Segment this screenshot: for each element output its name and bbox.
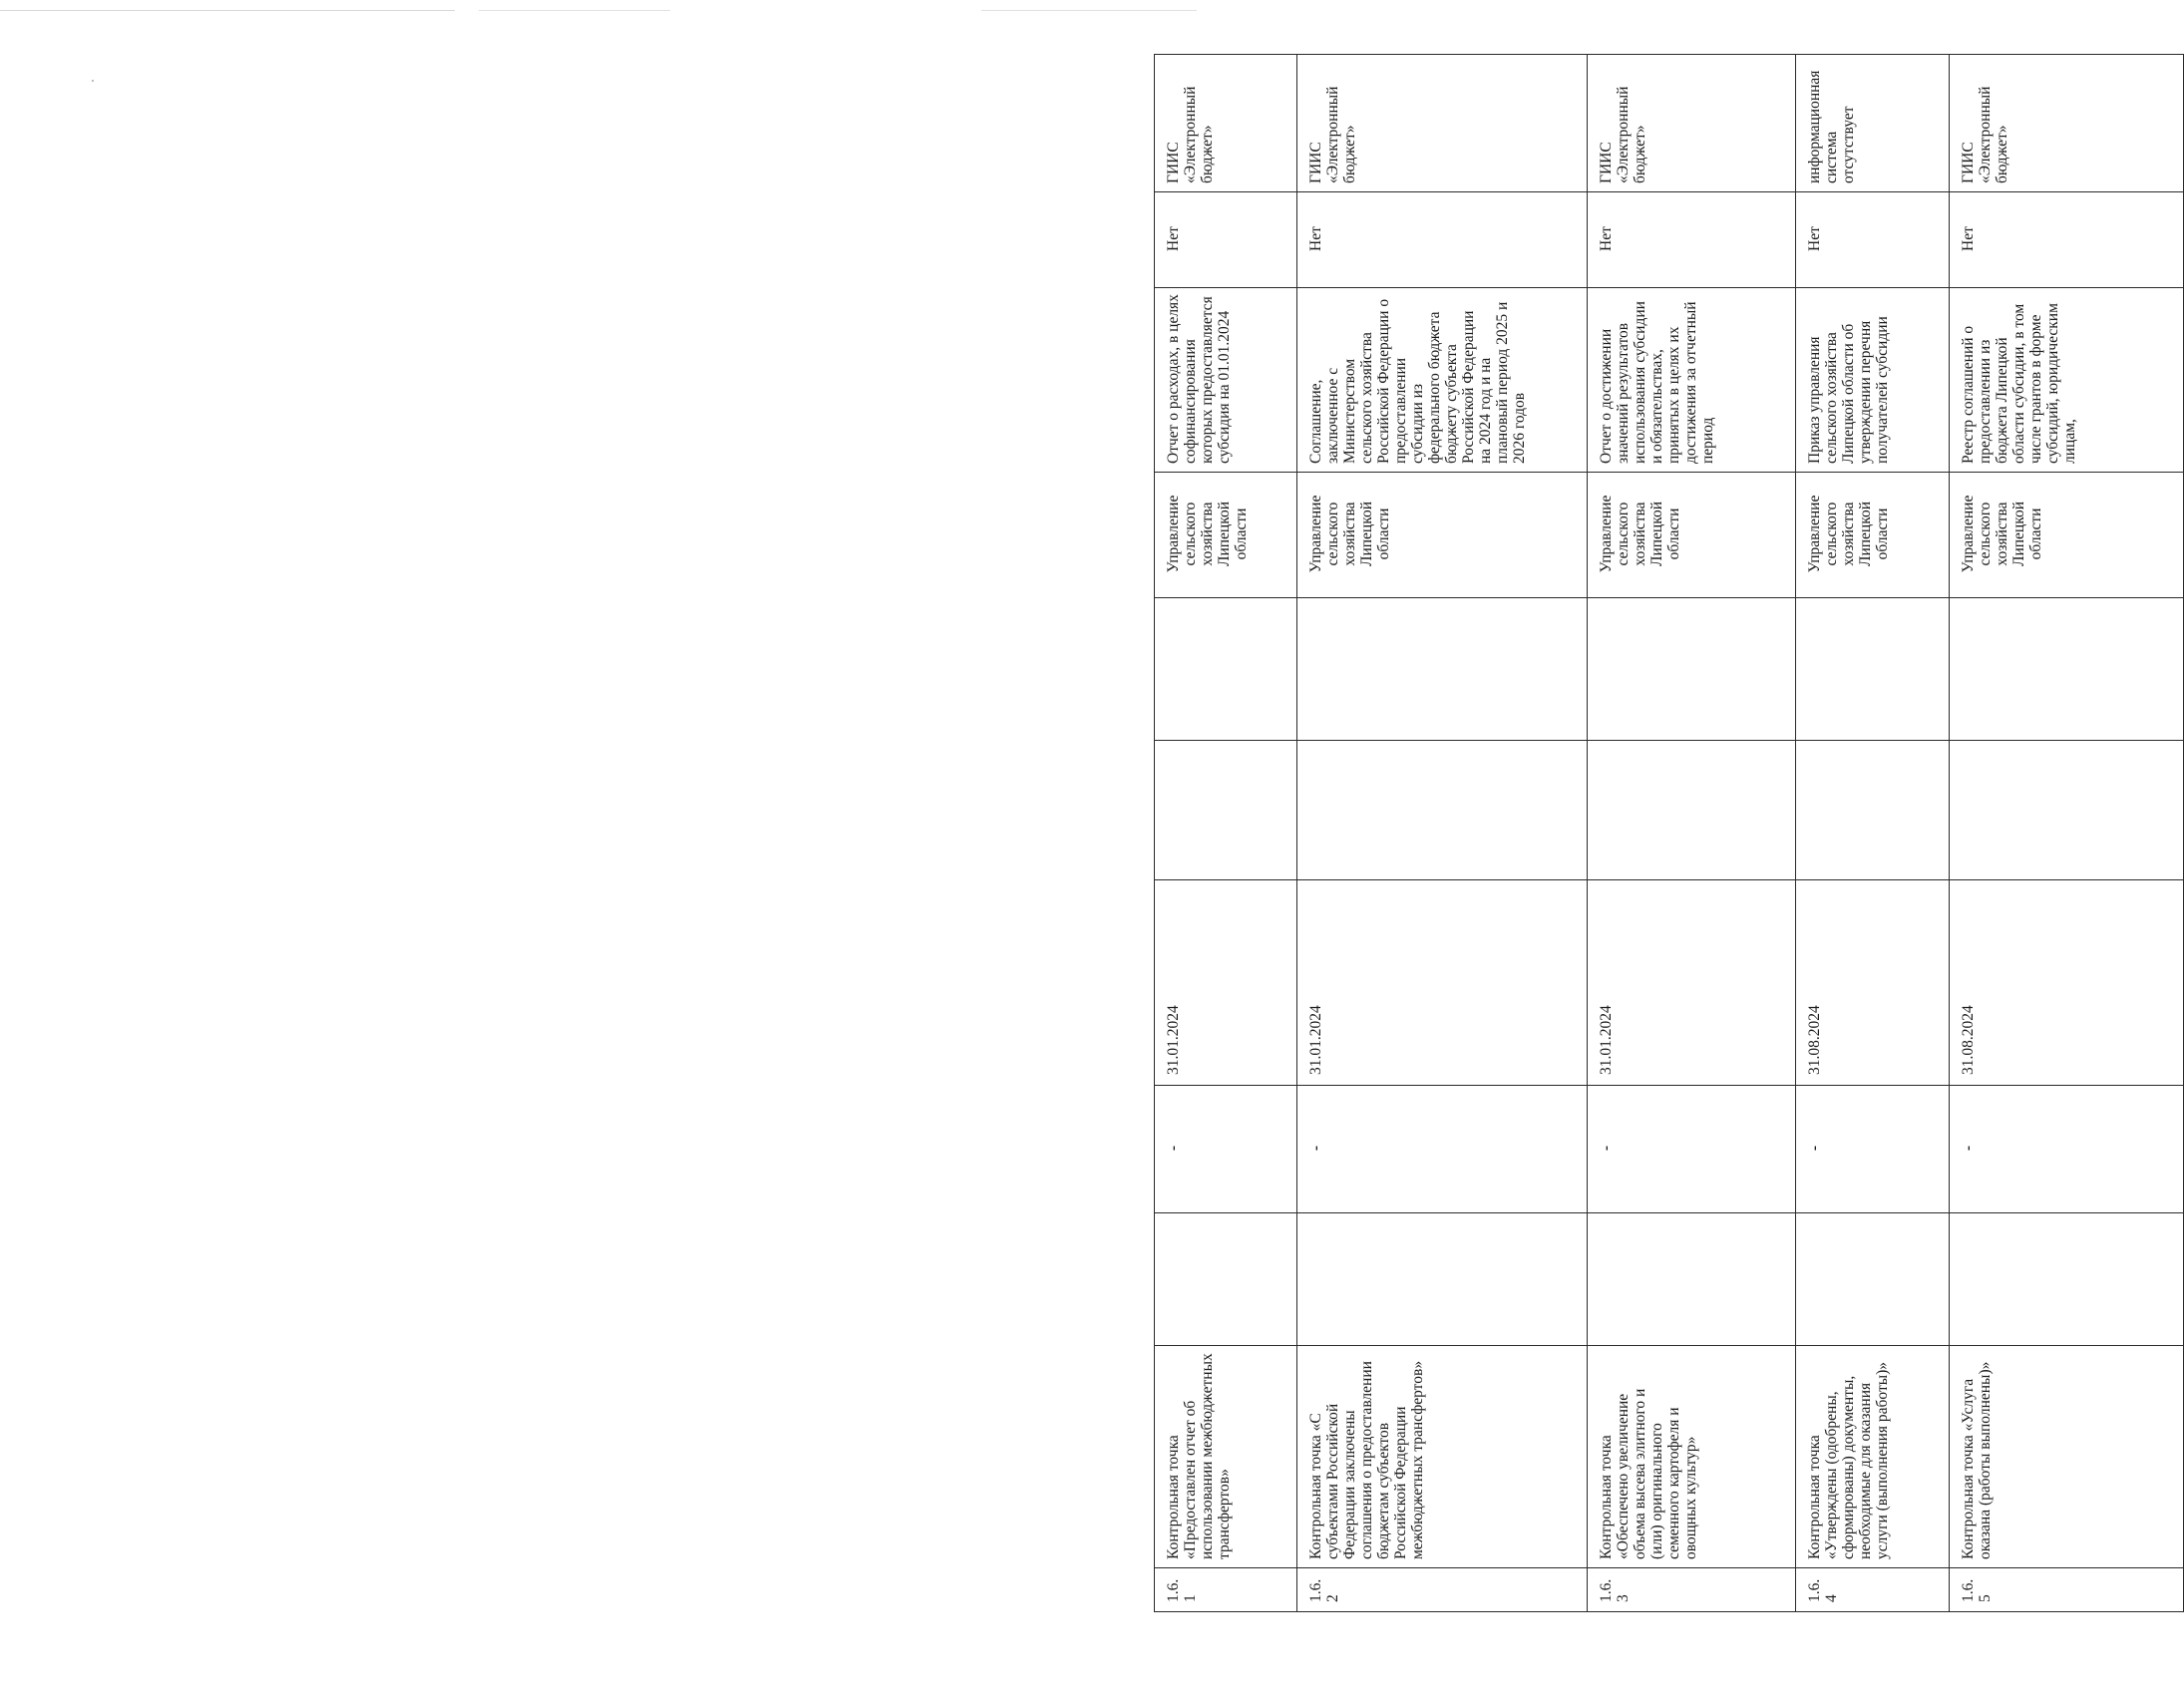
table-row [1588,55,1796,1612]
flag-value: Нет [1588,192,1796,288]
confirming-document: Отчет о достижении значений результатов использования субсидии и обязательствах, принятых в целях их достижения за отчетный период [1588,288,1796,473]
flag-value: Нет [1796,192,1950,288]
empty-cell [1155,1213,1297,1346]
empty-cell [1155,598,1297,741]
empty-cell [1588,741,1796,880]
row-number: 1.6.2 [1297,1568,1588,1612]
rotated-table-wrapper [1154,55,2183,1612]
table-row [1297,55,1588,1612]
information-system: информационная система отсутствует [1796,55,1950,192]
control-point-title: Контрольная точка «Услуга оказана (работы выполнены)» [1950,1346,2184,1568]
dash-cell: - [1155,1086,1297,1213]
table-row [1155,55,1297,1612]
scan-speck [92,80,94,82]
flag-value: Нет [1950,192,2184,288]
information-system: ГИИС «Электронный бюджет» [1155,55,1297,192]
confirming-document: Отчет о расходах, в целях софинансирования которых предоставляется субсидия на 01.01.2024 [1155,288,1297,473]
responsible-body: Управление сельского хозяйства Липецкой области [1297,473,1588,598]
information-system: ГИИС «Электронный бюджет» [1588,55,1796,192]
flag-value: Нет [1297,192,1588,288]
empty-cell [1950,741,2184,880]
confirming-document: Реестр соглашений о предоставлении из бюджета Липецкой области субсидии, в том числе грантов в форме субсидий, юридическим лицам, [1950,288,2184,473]
row-number: 1.6.4 [1796,1568,1950,1612]
information-system: ГИИС «Электронный бюджет» [1297,55,1588,192]
confirming-document: Приказ управления сельского хозяйства Липецкой области об утверждении перечня получателей субсидии [1796,288,1950,473]
information-system: ГИИС «Электронный бюджет» [1950,55,2184,192]
empty-cell [1796,1213,1950,1346]
table-row [1950,55,2184,1612]
control-points-table [1154,54,2184,1612]
due-date: 31.08.2024 [1950,880,2184,1086]
control-point-title: Контрольная точка «Предоставлен отчет об использовании межбюджетных трансфертов» [1155,1346,1297,1568]
responsible-body: Управление сельского хозяйства Липецкой области [1796,473,1950,598]
confirming-document: Соглашение, заключенное с Министерством сельского хозяйства Российской Федерации о предоставлении субсидии из федерального бюджета бюджету субъекта Российской Федерации на 2024 год и на плановый период 2025 и 2026 годов [1297,288,1588,473]
empty-cell [1796,598,1950,741]
responsible-body: Управление сельского хозяйства Липецкой области [1950,473,2184,598]
empty-cell [1155,741,1297,880]
empty-cell [1588,1213,1796,1346]
empty-cell [1588,598,1796,741]
control-point-title: Контрольная точка «Утверждены (одобрены, сформированы) документы, необходимые для оказания услуги (выполнения работы)» [1796,1346,1950,1568]
row-number: 1.6.5 [1950,1568,2184,1612]
dash-cell: - [1588,1086,1796,1213]
empty-cell [1297,1213,1588,1346]
due-date: 31.08.2024 [1796,880,1950,1086]
empty-cell [1950,1213,2184,1346]
dash-cell: - [1796,1086,1950,1213]
dash-cell: - [1297,1086,1588,1213]
control-point-title: Контрольная точка «Обеспечено увеличение объема высева элитного и (или) оригинального семенного картофеля и овощных культур» [1588,1346,1796,1568]
scan-artifact-line [0,10,1197,11]
due-date: 31.01.2024 [1155,880,1297,1086]
row-number: 1.6.3 [1588,1568,1796,1612]
flag-value: Нет [1155,192,1297,288]
empty-cell [1297,598,1588,741]
due-date: 31.01.2024 [1297,880,1588,1086]
responsible-body: Управление сельского хозяйства Липецкой области [1155,473,1297,598]
due-date: 31.01.2024 [1588,880,1796,1086]
empty-cell [1297,741,1588,880]
control-point-title: Контрольная точка «С субъектами Российской Федерации заключены соглашения о предоставлении бюджетам субъектов Российской Федерации межбюджетных трансфертов» [1297,1346,1588,1568]
responsible-body: Управление сельского хозяйства Липецкой области [1588,473,1796,598]
table-row [1796,55,1950,1612]
empty-cell [1950,598,2184,741]
row-number: 1.6.1 [1155,1568,1297,1612]
dash-cell: - [1950,1086,2184,1213]
empty-cell [1796,741,1950,880]
